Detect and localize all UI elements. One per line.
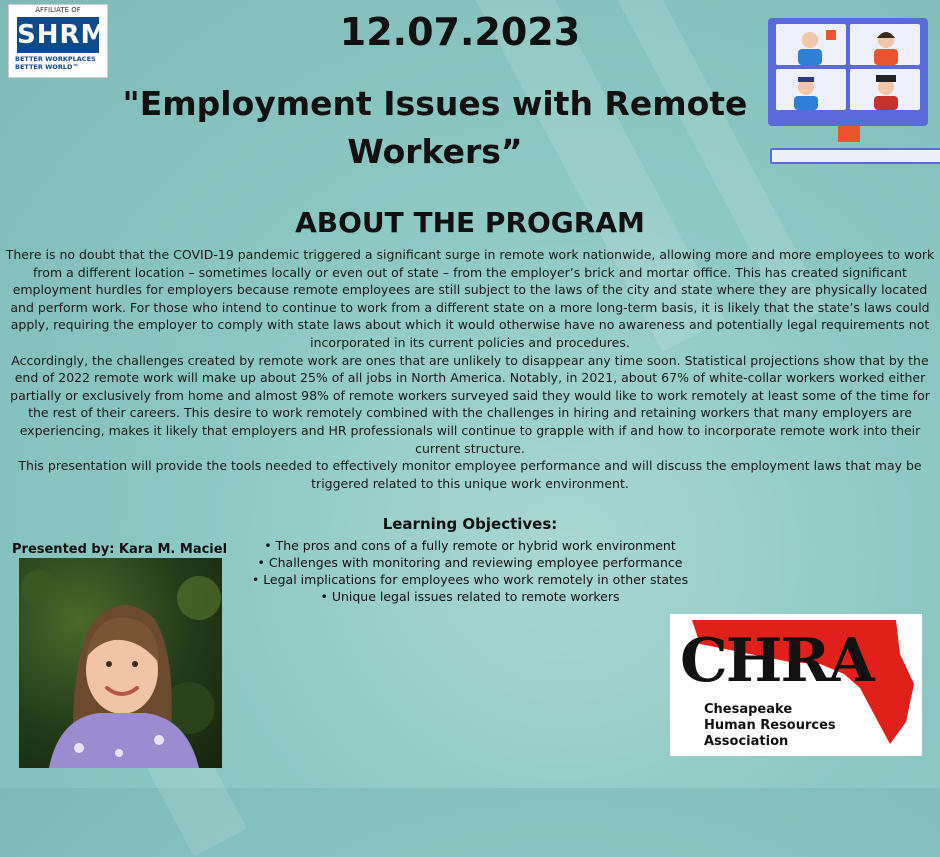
video-participant-4 [850,69,920,110]
event-title-line-2: Workers” [347,132,523,171]
description-paragraph: There is no doubt that the COVID-19 pandemic triggered a significant surge in remote work nationwide, allowing more and more employees to work from a different location – sometimes locally or even out of state – from the employer’s brick and mortar office. This has created significant employment hurdles for employers because remote employees are still subject to the laws of the city and state where they are physically located and perform work. For those who intend to continue to work from a different state on a more long-term basis, it is likely that the state’s laws could apply, requiring the employer to comply with state laws about which it would otherwise have no awareness and potentially legal requirements not incorporated in its current policies and procedures. [5,247,935,350]
presenter-photo [19,558,222,768]
video-participant-1 [776,24,846,65]
description-paragraph: Accordingly, the challenges created by remote work are ones that are unlikely to disappear any time soon. Statistical projections show that by the end of 2022 remote work will make up about 25% of all jobs in North America. Notably, in 2021, about 67% of white-collar workers worked either partially or exclusively from home and almost 98% of remote workers surveyed said they would like to work remotely at least some of the time for the rest of their careers. This desire to work remotely combined with the challenges in hiring and retaining workers that many employers are experiencing, makes it likely that employers and HR professionals will continue to grapple with if and how to incorporate remote work into their current structure. [10,352,930,456]
program-description [4,246,936,492]
objective-item: • Legal implications for employees who work remotely in other states [251,572,689,587]
objective-item: • Challenges with monitoring and reviewing employee performance [257,555,683,570]
learning-objectives-title: Learning Objectives: [382,515,558,533]
shrm-tagline: BETTER WORKPLACES BETTER WORLD™ [15,55,96,71]
chra-full-name: Chesapeake Human Resources Association [704,702,836,749]
learning-objectives-list [240,537,700,605]
chra-logo [670,614,922,756]
monitor-stand [838,126,860,142]
event-date: 12.07.2023 [339,10,581,54]
video-participant-2 [850,24,920,65]
event-title [110,80,760,176]
keyboard-icon [770,148,940,164]
chra-letters: CHRA [680,626,873,696]
about-heading: ABOUT THE PROGRAM [295,206,645,239]
event-title-line-1: "Employment Issues with Remote [122,84,748,123]
description-paragraph: This presentation will provide the tools needed to effectively monitor employee performance and will discuss the employment laws that may be triggered related to this unique work environment. [18,458,922,491]
shrm-affiliate-text: AFFILIATE OF [35,6,81,14]
shrm-wordmark: SHRM [17,17,99,53]
presenter-name: Presented by: Kara M. Maciel [12,542,228,557]
video-participant-3 [776,69,846,110]
objective-item: • Unique legal issues related to remote workers [320,589,620,604]
objective-item: • The pros and cons of a fully remote or hybrid work environment [264,538,676,553]
video-call-computer-illustration [768,18,928,126]
